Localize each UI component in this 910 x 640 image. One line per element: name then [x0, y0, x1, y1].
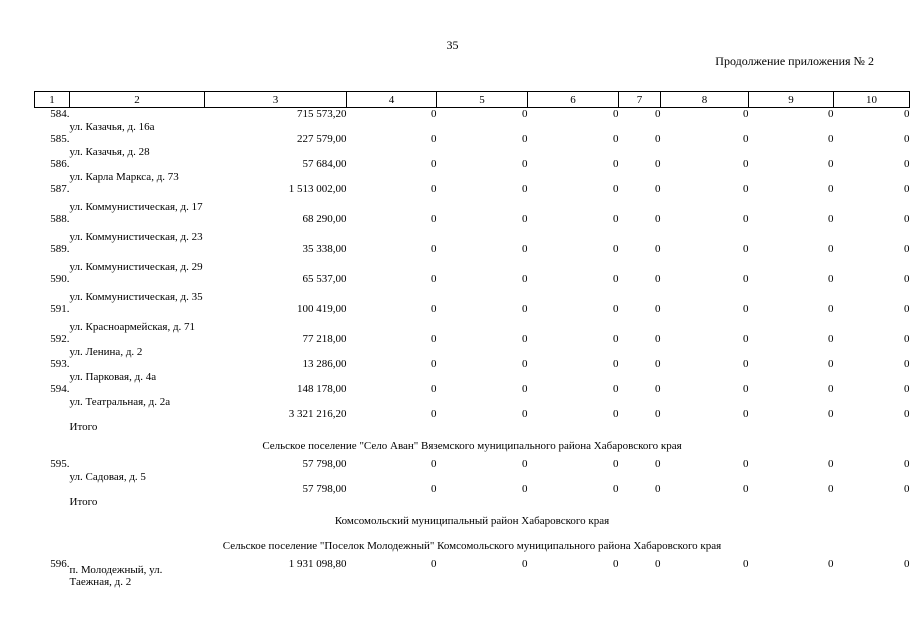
- value-cell: 0: [431, 183, 437, 195]
- value-cell: 0: [904, 183, 910, 195]
- value-cell: 0: [522, 303, 528, 315]
- address-cell: ул. Коммунистическая, д. 23: [69, 231, 203, 243]
- value-cell: 0: [743, 273, 749, 285]
- column-header: 4: [347, 92, 437, 108]
- section-title: Сельское поселение "Село Аван" Вяземского муниципального района Хабаровского края: [262, 439, 682, 452]
- column-header: 8: [661, 92, 749, 108]
- table-row: [35, 458, 910, 483]
- value-cell: 0: [828, 243, 834, 255]
- row-number: 586.: [50, 158, 70, 170]
- table-row: [35, 243, 910, 273]
- value-cell: 0: [743, 303, 749, 315]
- value-cell: 0: [655, 358, 661, 370]
- value-cell: 0: [743, 158, 749, 170]
- value-cell: 0: [522, 358, 528, 370]
- value-cell: 0: [904, 458, 910, 470]
- value-cell: 0: [904, 213, 910, 225]
- row-number: 596.: [50, 558, 70, 570]
- total-row: [35, 408, 910, 433]
- value-cell: 0: [828, 458, 834, 470]
- value-cell: 0: [828, 408, 834, 420]
- value-cell: 0: [522, 133, 528, 145]
- value-cell: 0: [431, 558, 437, 570]
- value-cell: 0: [743, 408, 749, 420]
- value-cell: 0: [522, 458, 528, 470]
- column-header: 2: [70, 92, 205, 108]
- value-cell: 0: [522, 333, 528, 345]
- amount-cell: 68 290,00: [302, 213, 347, 225]
- table-row: [35, 358, 910, 383]
- value-cell: 0: [431, 458, 437, 470]
- value-cell: 0: [431, 408, 437, 420]
- value-cell: 0: [431, 243, 437, 255]
- column-number-row: [35, 92, 910, 108]
- value-cell: 0: [655, 133, 661, 145]
- value-cell: 0: [904, 333, 910, 345]
- section-header-row: [35, 433, 910, 458]
- value-cell: 0: [743, 458, 749, 470]
- section-title: Комсомольский муниципальный район Хабаровского края: [334, 514, 610, 527]
- table-row: [35, 133, 910, 158]
- value-cell: 0: [828, 213, 834, 225]
- column-header: 3: [205, 92, 347, 108]
- value-cell: 0: [522, 183, 528, 195]
- amount-cell: 57 684,00: [302, 158, 347, 170]
- amount-cell: 35 338,00: [302, 243, 347, 255]
- value-cell: 0: [655, 333, 661, 345]
- total-label: Итого: [69, 496, 98, 508]
- table-row: [35, 183, 910, 213]
- value-cell: 0: [655, 108, 661, 120]
- value-cell: 0: [904, 273, 910, 285]
- value-cell: 0: [613, 133, 619, 145]
- table-row: [35, 383, 910, 408]
- address-cell: ул. Театральная, д. 2а: [69, 396, 171, 408]
- address-cell: ул. Коммунистическая, д. 35: [69, 291, 203, 303]
- amount-cell: 57 798,00: [302, 458, 347, 470]
- amount-cell: 3 321 216,20: [288, 408, 347, 420]
- amount-cell: 715 573,20: [297, 108, 347, 120]
- value-cell: 0: [743, 108, 749, 120]
- value-cell: 0: [743, 183, 749, 195]
- value-cell: 0: [655, 243, 661, 255]
- data-table: [34, 91, 910, 588]
- value-cell: 0: [431, 273, 437, 285]
- value-cell: 0: [613, 183, 619, 195]
- value-cell: 0: [431, 358, 437, 370]
- value-cell: 0: [828, 483, 834, 495]
- page-number: 35: [446, 38, 459, 52]
- column-header: 1: [35, 92, 70, 108]
- table-row: [35, 558, 910, 588]
- value-cell: 0: [431, 158, 437, 170]
- value-cell: 0: [655, 213, 661, 225]
- table-row: [35, 273, 910, 303]
- address-cell: ул. Ленина, д. 2: [69, 346, 143, 358]
- amount-cell: 57 798,00: [302, 483, 347, 495]
- value-cell: 0: [613, 458, 619, 470]
- value-cell: 0: [613, 483, 619, 495]
- value-cell: 0: [431, 333, 437, 345]
- row-number: 594.: [50, 383, 70, 395]
- value-cell: 0: [613, 408, 619, 420]
- table-row: [35, 333, 910, 358]
- value-cell: 0: [613, 273, 619, 285]
- address-cell: п. Молодежный, ул. Таежная, д. 2: [69, 564, 163, 588]
- row-number: 592.: [50, 333, 70, 345]
- section-header-row: [35, 508, 910, 533]
- value-cell: 0: [904, 408, 910, 420]
- total-row: [35, 483, 910, 508]
- table-row: [35, 213, 910, 243]
- value-cell: 0: [613, 558, 619, 570]
- value-cell: 0: [613, 158, 619, 170]
- value-cell: 0: [655, 183, 661, 195]
- value-cell: 0: [828, 303, 834, 315]
- value-cell: 0: [904, 558, 910, 570]
- value-cell: 0: [904, 158, 910, 170]
- value-cell: 0: [613, 213, 619, 225]
- table-row: [35, 108, 910, 134]
- value-cell: 0: [522, 108, 528, 120]
- address-cell: ул. Карла Маркса, д. 73: [69, 171, 179, 183]
- amount-cell: 65 537,00: [302, 273, 347, 285]
- value-cell: 0: [431, 133, 437, 145]
- row-number: 593.: [50, 358, 70, 370]
- row-number: [35, 483, 70, 508]
- value-cell: 0: [431, 213, 437, 225]
- row-number: 588.: [50, 213, 70, 225]
- column-header: 9: [749, 92, 834, 108]
- amount-cell: 100 419,00: [297, 303, 347, 315]
- section-header-row: [35, 533, 910, 558]
- value-cell: 0: [655, 408, 661, 420]
- value-cell: 0: [655, 273, 661, 285]
- value-cell: 0: [431, 383, 437, 395]
- value-cell: 0: [613, 383, 619, 395]
- appendix-note: Продолжение приложения № 2: [715, 54, 874, 68]
- amount-cell: 77 218,00: [302, 333, 347, 345]
- value-cell: 0: [904, 303, 910, 315]
- amount-cell: 148 178,00: [297, 383, 347, 395]
- value-cell: 0: [828, 358, 834, 370]
- value-cell: 0: [613, 243, 619, 255]
- value-cell: 0: [655, 158, 661, 170]
- amount-cell: 227 579,00: [297, 133, 347, 145]
- address-cell: ул. Коммунистическая, д. 29: [69, 261, 203, 273]
- value-cell: 0: [743, 213, 749, 225]
- value-cell: 0: [743, 333, 749, 345]
- value-cell: 0: [904, 108, 910, 120]
- value-cell: 0: [655, 458, 661, 470]
- value-cell: 0: [431, 483, 437, 495]
- value-cell: 0: [743, 243, 749, 255]
- value-cell: 0: [828, 133, 834, 145]
- value-cell: 0: [655, 483, 661, 495]
- value-cell: 0: [743, 133, 749, 145]
- value-cell: 0: [613, 108, 619, 120]
- value-cell: 0: [828, 108, 834, 120]
- value-cell: 0: [522, 213, 528, 225]
- value-cell: 0: [904, 383, 910, 395]
- value-cell: 0: [522, 483, 528, 495]
- value-cell: 0: [828, 158, 834, 170]
- value-cell: 0: [828, 183, 834, 195]
- column-header: 5: [437, 92, 528, 108]
- section-title: Сельское поселение "Поселок Молодежный" Комсомольского муниципального района Хабаровского края: [222, 539, 722, 552]
- table-row: [35, 303, 910, 333]
- amount-cell: 1 513 002,00: [288, 183, 347, 195]
- value-cell: 0: [613, 333, 619, 345]
- value-cell: 0: [522, 408, 528, 420]
- value-cell: 0: [522, 158, 528, 170]
- value-cell: 0: [743, 383, 749, 395]
- value-cell: 0: [904, 243, 910, 255]
- value-cell: 0: [828, 273, 834, 285]
- column-header: 6: [528, 92, 619, 108]
- row-number: 590.: [50, 273, 70, 285]
- amount-cell: 1 931 098,80: [288, 558, 347, 570]
- table-body: [35, 108, 910, 589]
- address-cell: ул. Парковая, д. 4а: [69, 371, 157, 383]
- total-label: Итого: [69, 421, 98, 433]
- value-cell: 0: [613, 358, 619, 370]
- column-header: 7: [619, 92, 661, 108]
- value-cell: 0: [522, 243, 528, 255]
- value-cell: 0: [904, 133, 910, 145]
- value-cell: 0: [431, 108, 437, 120]
- row-number: [35, 408, 70, 433]
- value-cell: 0: [828, 383, 834, 395]
- row-number: 595.: [50, 458, 70, 470]
- value-cell: 0: [522, 383, 528, 395]
- value-cell: 0: [431, 303, 437, 315]
- row-number: 584.: [50, 108, 70, 120]
- value-cell: 0: [743, 558, 749, 570]
- row-number: 585.: [50, 133, 70, 145]
- row-number: 591.: [50, 303, 70, 315]
- value-cell: 0: [522, 273, 528, 285]
- value-cell: 0: [743, 483, 749, 495]
- value-cell: 0: [828, 333, 834, 345]
- value-cell: 0: [655, 383, 661, 395]
- table-row: [35, 158, 910, 183]
- value-cell: 0: [655, 558, 661, 570]
- value-cell: 0: [613, 303, 619, 315]
- value-cell: 0: [655, 303, 661, 315]
- address-cell: ул. Коммунистическая, д. 17: [69, 201, 203, 213]
- address-cell: ул. Красноармейская, д. 71: [69, 321, 196, 333]
- row-number: 589.: [50, 243, 70, 255]
- row-number: 587.: [50, 183, 70, 195]
- value-cell: 0: [828, 558, 834, 570]
- address-cell: ул. Казачья, д. 16а: [69, 121, 155, 133]
- address-cell: ул. Казачья, д. 28: [69, 146, 150, 158]
- value-cell: 0: [904, 358, 910, 370]
- value-cell: 0: [904, 483, 910, 495]
- value-cell: 0: [522, 558, 528, 570]
- column-header: 10: [834, 92, 910, 108]
- amount-cell: 13 286,00: [302, 358, 347, 370]
- value-cell: 0: [743, 358, 749, 370]
- address-cell: ул. Садовая, д. 5: [69, 471, 146, 483]
